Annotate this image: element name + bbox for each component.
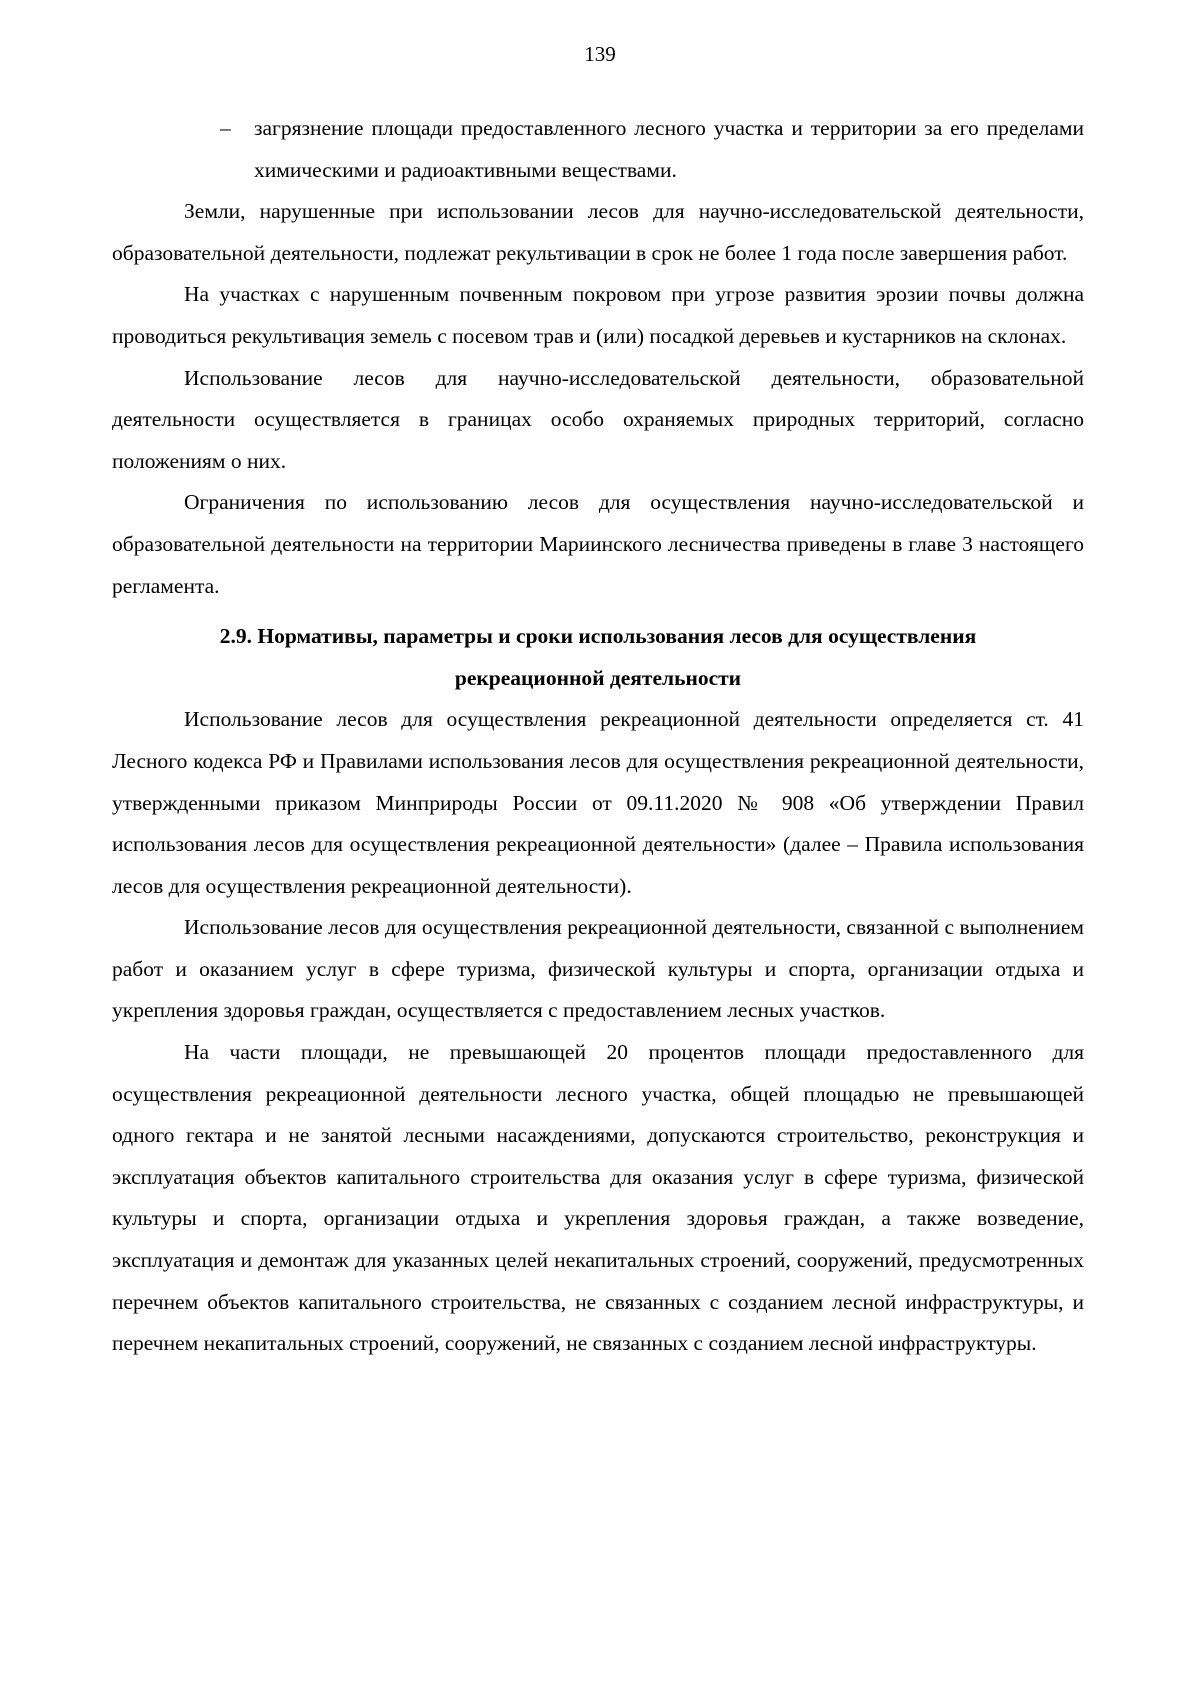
paragraph-restrictions: Ограничения по использованию лесов для осуществления научно-исследовательской и образовательной деятельности на территории Мариинского лесничества приведены в главе 3 настоящего регламента. — [112, 490, 1084, 598]
list-item-text: загрязнение площади предоставленного лесного участка и территории за его пределами химическими и радиоактивными веществами. — [254, 116, 1084, 182]
page-number: 139 — [584, 42, 616, 66]
paragraph-land-reclamation: Земли, нарушенные при использовании лесов для научно-исследовательской деятельности, образовательной деятельности, подлежат рекультивации в срок не более 1 года после завершения работ. — [112, 199, 1084, 265]
list-item — [220, 108, 1084, 191]
paragraph-protected-territories: Использование лесов для научно-исследовательской деятельности, образовательной деятельности осуществляется в границах особо охраняемых природных территорий, согласно положениям о них. — [112, 365, 1084, 473]
paragraph-capital-construction: На части площади, не превышающей 20 процентов площади предоставленного для осуществления рекреационной деятельности лесного участка, общей площадью не превышающей одного гектара и не занятой лесными насаждениями, допускаются строительство, реконструкция и эксплуатация объектов капитального строительства для оказания услуг в сфере туризма, физической культуры и спорта, организации отдыха и укрепления здоровья граждан, а также возведение, эксплуатация и демонтаж для указанных целей некапитальных строений, сооружений, предусмотренных перечнем объектов капитального строительства, не связанных с созданием лесной инфраструктуры, и перечнем некапитальных строений, сооружений, не связанных с созданием лесной инфраструктуры. — [112, 1040, 1084, 1356]
document-body — [112, 108, 1084, 1365]
paragraph-soil-erosion: На участках с нарушенным почвенным покровом при угрозе развития эрозии почвы должна проводиться рекультивация земель с посевом трав и (или) посадкой деревьев и кустарников на склонах. — [112, 282, 1084, 348]
paragraph-recreation-rules: Использование лесов для осуществления рекреационной деятельности определяется ст. 41 Лесного кодекса РФ и Правилами использования лесов для осуществления рекреационной деятельности, утвержденными приказом Минприроды России от 09.11.2020 № 908 «Об утверждении Правил использования лесов для осуществления рекреационной деятельности» (далее – Правила использования лесов для осуществления рекреационной деятельности). — [112, 707, 1084, 898]
bullet-dash: – — [220, 116, 231, 140]
paragraph-recreation-services: Использование лесов для осуществления рекреационной деятельности, связанной с выполнением работ и оказанием услуг в сфере туризма, физической культуры и спорта, организации отдыха и укрепления здоровья граждан, осуществляется с предоставлением лесных участков. — [112, 915, 1084, 1023]
section-heading: 2.9. Нормативы, параметры и сроки использования лесов для осуществления рекреационной деятельности — [219, 624, 977, 690]
